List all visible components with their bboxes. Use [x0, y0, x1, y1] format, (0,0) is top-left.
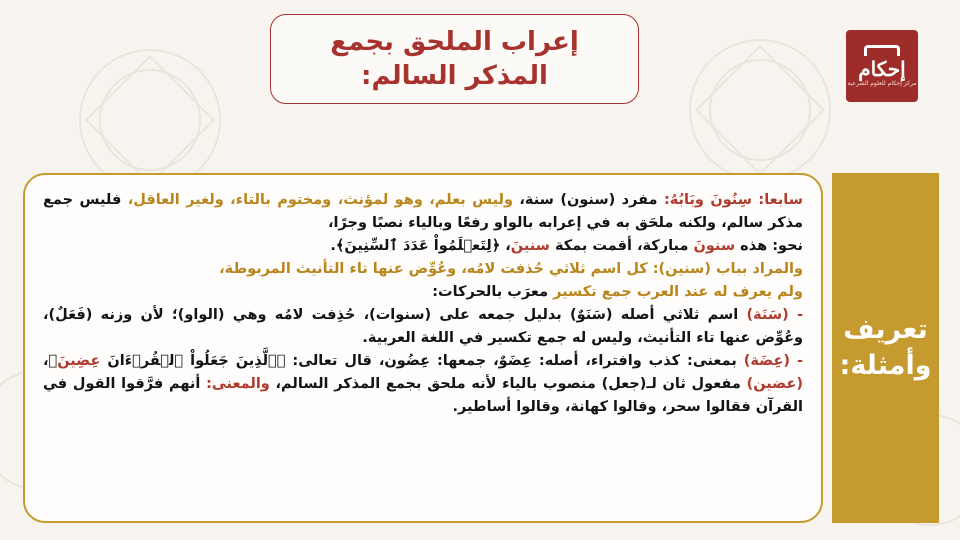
section-label-line-2: وأمثلة: [839, 350, 932, 381]
paragraph-5 [43, 304, 803, 350]
section-number: سابعا: [758, 192, 803, 208]
paragraph-2 [43, 235, 803, 258]
definition-text: والمراد بباب (سنين): كل اسم ثلاثي حُذفت لامُه، وعُوِّض عنها تاء التأنيث المربوطة، [219, 261, 803, 277]
highlight-word: سنينَ [510, 238, 550, 254]
text: فليس جمع مذكر سالم، ولكنه ملحَق به في إعرابه بالواو رفعًا وبالياء نصبًا وجرًا، [43, 192, 803, 231]
highlight-conditions: وليس بعلم، وهو لمؤنث، ومختوم بالتاء، ولغير العاقل، [127, 192, 513, 208]
text: مباركة، أقمت بمكة [549, 238, 694, 254]
text: نحو: هذه [735, 238, 803, 254]
paragraph-4 [43, 281, 803, 304]
term-sinun: سِنُونَ وبَابُهُ: [663, 192, 752, 208]
example-word: - (عِضَة) [743, 353, 804, 369]
text: مفرد (سنون) سنة، [513, 192, 658, 208]
logo-name: إحكام [858, 56, 906, 81]
highlight-word: والمعنى: [206, 376, 270, 392]
paragraph-6 [43, 350, 803, 419]
mosque-icon [864, 45, 900, 56]
text: ﴾، [43, 353, 58, 369]
text: أنهم فرَّقوا القول في القرآن فقالوا سحر، وقالوا كهانة، وقالوا أساطير. [43, 376, 803, 415]
text: اسم ثلاثي أصله (سَنَوٌ) بدليل جمعه على (سنوات)، حُذِفت لامُه وهي (الواو)؛ لأن وزنه (فَعَلٌ)، وعُوِّض عنها تاء التأنيث، وليس له جمع تكسير في اللغة العربية. [43, 307, 803, 346]
paragraph-1 [43, 189, 803, 235]
definition-text: ولم يعرف له عند العرب جمع تكسير [553, 284, 803, 300]
section-label [832, 173, 939, 523]
slide-title [270, 14, 639, 104]
paragraph-3 [43, 258, 803, 281]
content-box [23, 173, 823, 523]
highlight-word: (عضين) [746, 376, 803, 392]
highlight-word: سنونَ [693, 238, 736, 254]
brand-logo [846, 30, 918, 102]
text: مفعول ثان لـ(جعل) منصوب بالياء لأنه ملحق بجمع المذكر السالم، [269, 376, 747, 392]
title-line-1: إعراب الملحق بجمع [330, 27, 579, 57]
text: بمعنى: كذب وافتراء، أصله: عِضَوٌ، جمعها: عِضُون، قال تعالى: ﴿ٱلَّذِينَ جَعَلُواْ ٱلۡقُرۡءَانَ [100, 353, 744, 369]
title-line-2: المذكر السالم: [361, 61, 548, 91]
example-word: - (سَنَة) [746, 307, 803, 323]
highlight-word: عِضِينَ [57, 353, 101, 369]
quran-quote: ، ﴿لِتَعۡلَمُواْ عَدَدَ ٱلسِّنِينَ﴾. [330, 238, 511, 254]
text: معرَب بالحركات: [432, 284, 554, 300]
section-label-line-1: تعريف [843, 314, 928, 345]
logo-subtitle: مركز إحكام للعلوم الشرعية [847, 79, 917, 87]
